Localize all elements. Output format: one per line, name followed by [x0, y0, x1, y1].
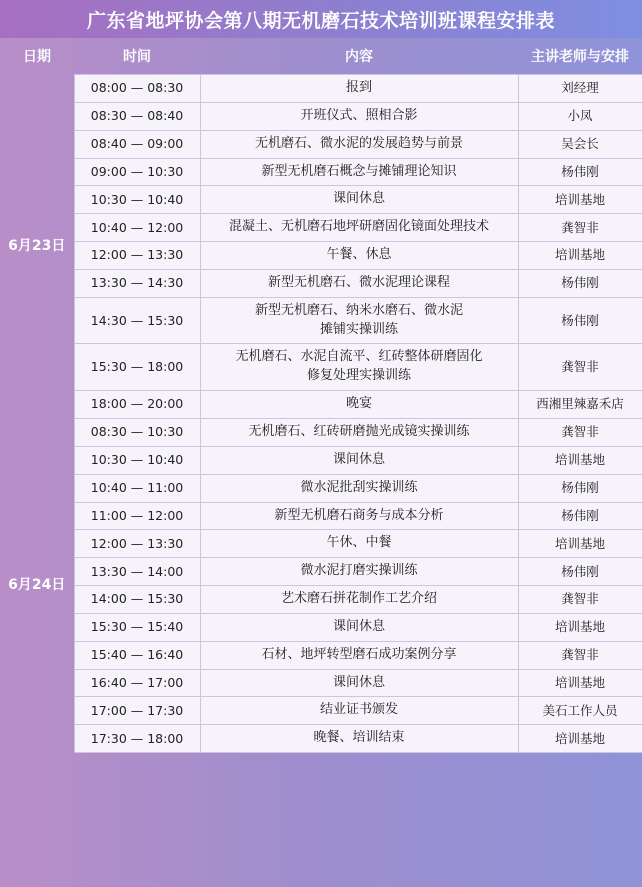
table-row [0, 446, 642, 474]
table-row [0, 697, 642, 725]
time-cell: 15:30 — 15:40 [74, 613, 200, 641]
time-cell: 17:30 — 18:00 [74, 725, 200, 753]
teacher-cell: 培训基地 [518, 669, 642, 697]
teacher-cell: 杨伟刚 [518, 158, 642, 186]
teacher-cell: 小凤 [518, 102, 642, 130]
content-cell: 课间休息 [200, 613, 518, 641]
teacher-cell: 吴会长 [518, 130, 642, 158]
content-cell: 结业证书颁发 [200, 697, 518, 725]
content-cell [200, 344, 518, 391]
header-row [0, 38, 642, 75]
table-row [0, 186, 642, 214]
time-cell: 10:40 — 11:00 [74, 474, 200, 502]
time-cell: 15:40 — 16:40 [74, 641, 200, 669]
time-cell: 15:30 — 18:00 [74, 344, 200, 391]
teacher-cell: 培训基地 [518, 725, 642, 753]
time-cell: 08:30 — 08:40 [74, 102, 200, 130]
time-cell: 12:00 — 13:30 [74, 242, 200, 270]
table-row [0, 391, 642, 419]
teacher-cell: 杨伟刚 [518, 558, 642, 586]
content-cell: 微水泥打磨实操训练 [200, 558, 518, 586]
time-cell: 13:30 — 14:30 [74, 269, 200, 297]
content-cell: 晚餐、培训结束 [200, 725, 518, 753]
table-row [0, 242, 642, 270]
time-cell: 08:00 — 08:30 [74, 75, 200, 103]
teacher-cell: 杨伟刚 [518, 502, 642, 530]
teacher-cell: 培训基地 [518, 446, 642, 474]
date-cell: 6月24日 [8, 577, 66, 594]
teacher-cell: 杨伟刚 [518, 269, 642, 297]
teacher-cell: 龚智非 [518, 641, 642, 669]
teacher-cell: 龚智非 [518, 344, 642, 391]
content-cell: 报到 [200, 75, 518, 103]
content-cell: 新型无机磨石概念与摊铺理论知识 [200, 158, 518, 186]
content-cell: 课间休息 [200, 669, 518, 697]
content-line-1: 无机磨石、水泥自流平、红砖整体研磨固化 [235, 349, 483, 365]
time-cell: 10:30 — 10:40 [74, 446, 200, 474]
content-line-1: 新型无机磨石、纳米水磨石、微水泥 [254, 302, 463, 318]
table-row [0, 558, 642, 586]
content-line-2: 摊铺实操训练 [319, 321, 398, 337]
time-cell: 14:00 — 15:30 [74, 586, 200, 614]
content-line-2: 修复处理实操训练 [306, 368, 411, 384]
content-cell: 无机磨石、微水泥的发展趋势与前景 [200, 130, 518, 158]
content-cell: 午餐、休息 [200, 242, 518, 270]
table-row [0, 418, 642, 446]
content-cell: 石材、地坪转型磨石成功案例分享 [200, 641, 518, 669]
content-cell: 午休、中餐 [200, 530, 518, 558]
table-row [0, 641, 642, 669]
table-row [0, 344, 642, 391]
column-header-content: 内容 [345, 49, 373, 65]
schedule-table [0, 38, 642, 753]
content-cell: 课间休息 [200, 446, 518, 474]
table-row [0, 669, 642, 697]
teacher-cell: 西湘里辣嘉禾店 [518, 391, 642, 419]
table-row [0, 214, 642, 242]
page-title: 广东省地坪协会第八期无机磨石技术培训班课程安排表 [0, 0, 642, 38]
schedule-table-wrapper [0, 38, 642, 887]
teacher-cell: 培训基地 [518, 242, 642, 270]
time-cell: 10:30 — 10:40 [74, 186, 200, 214]
date-cell: 6月23日 [8, 238, 66, 255]
table-row [0, 586, 642, 614]
table-row [0, 530, 642, 558]
table-row [0, 502, 642, 530]
table-row [0, 297, 642, 344]
time-cell: 08:30 — 10:30 [74, 418, 200, 446]
teacher-cell: 龚智非 [518, 214, 642, 242]
table-row [0, 613, 642, 641]
time-cell: 08:40 — 09:00 [74, 130, 200, 158]
content-cell: 晚宴 [200, 391, 518, 419]
teacher-cell: 培训基地 [518, 613, 642, 641]
table-body [0, 75, 642, 753]
table-row [0, 725, 642, 753]
table-row [0, 130, 642, 158]
column-header-time: 时间 [123, 49, 151, 65]
content-cell: 微水泥批刮实操训练 [200, 474, 518, 502]
table-row [0, 474, 642, 502]
time-cell: 17:00 — 17:30 [74, 697, 200, 725]
teacher-cell: 龚智非 [518, 586, 642, 614]
column-header-date: 日期 [23, 49, 51, 66]
time-cell: 09:00 — 10:30 [74, 158, 200, 186]
table-row [0, 269, 642, 297]
table-header [0, 38, 642, 75]
teacher-cell: 龚智非 [518, 418, 642, 446]
time-cell: 10:40 — 12:00 [74, 214, 200, 242]
content-cell: 混凝土、无机磨石地坪研磨固化镜面处理技术 [200, 214, 518, 242]
column-header-teacher: 主讲老师与安排 [531, 49, 629, 65]
time-cell: 13:30 — 14:00 [74, 558, 200, 586]
content-cell: 新型无机磨石商务与成本分析 [200, 502, 518, 530]
time-cell: 12:00 — 13:30 [74, 530, 200, 558]
time-cell: 18:00 — 20:00 [74, 391, 200, 419]
time-cell: 14:30 — 15:30 [74, 297, 200, 344]
content-cell: 无机磨石、红砖研磨抛光成镜实操训练 [200, 418, 518, 446]
content-cell: 艺术磨石拼花制作工艺介绍 [200, 586, 518, 614]
teacher-cell: 培训基地 [518, 186, 642, 214]
content-cell: 课间休息 [200, 186, 518, 214]
teacher-cell: 培训基地 [518, 530, 642, 558]
content-cell: 开班仪式、照相合影 [200, 102, 518, 130]
teacher-cell: 杨伟刚 [518, 474, 642, 502]
table-row [0, 158, 642, 186]
teacher-cell: 美石工作人员 [518, 697, 642, 725]
teacher-cell: 刘经理 [518, 75, 642, 103]
teacher-cell: 杨伟刚 [518, 297, 642, 344]
content-cell [200, 297, 518, 344]
table-row [0, 102, 642, 130]
content-cell: 新型无机磨石、微水泥理论课程 [200, 269, 518, 297]
table-row [0, 75, 642, 103]
time-cell: 16:40 — 17:00 [74, 669, 200, 697]
time-cell: 11:00 — 12:00 [74, 502, 200, 530]
